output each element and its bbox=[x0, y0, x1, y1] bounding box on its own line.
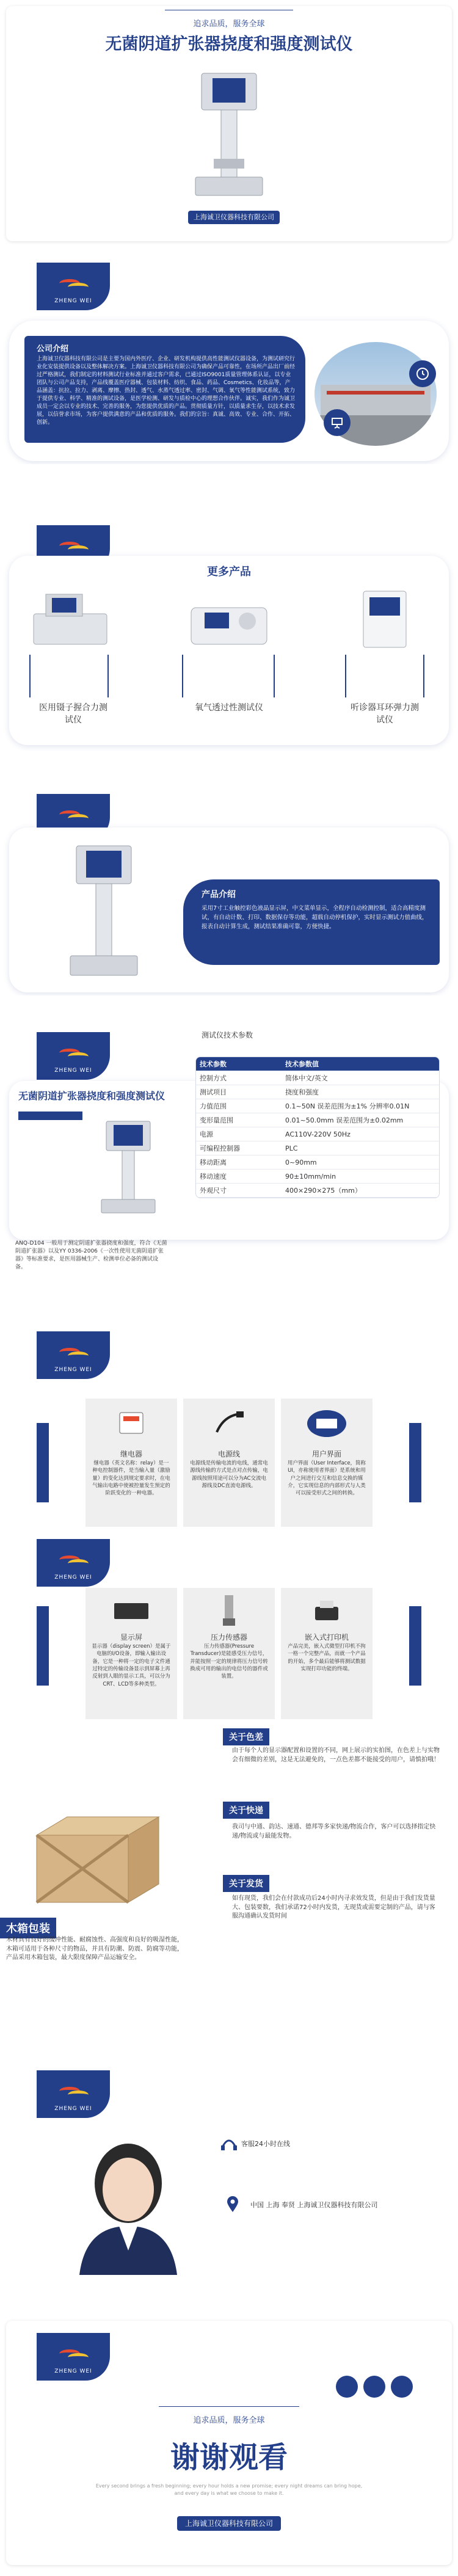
product-intro-heading: 产品介绍 bbox=[202, 890, 236, 900]
specs-table bbox=[196, 1057, 439, 1198]
relay-desc: 继电器（英文名称：relay）是一种电控制器件，是当输入量（激励量）的变化达到规定要求时，在电气输出电路中使被控量发生预定的阶跃变化的一种电器。 bbox=[92, 1460, 170, 1497]
intro-panel bbox=[24, 336, 305, 443]
hero-card bbox=[6, 6, 452, 241]
pressure-sensor-image bbox=[214, 1593, 244, 1629]
box-heading: 木箱包装 bbox=[0, 1918, 56, 1938]
contact-address: 中国 上海 奉贤 上海诚卫仪器科技有限公司 bbox=[250, 2201, 378, 2209]
printer-desc: 产品完美，嵌入式微型打印机不拘一格一个完整产品，而就一个产品的开始，多个最后能够将测试数据实现打印功能的终端。 bbox=[288, 1643, 366, 1672]
component-card-printer bbox=[281, 1588, 373, 1719]
table-row: 电源 AC110V-220V 50Hz bbox=[196, 1127, 439, 1141]
relay-image bbox=[113, 1405, 150, 1441]
hero-title: 无菌阴道扩张器挠度和强度测试仪 bbox=[105, 35, 353, 54]
display-name: 显示屏 bbox=[120, 1633, 142, 1642]
specs-section bbox=[0, 1008, 458, 1307]
caption-frame bbox=[182, 655, 275, 697]
table-row: 变形量范围 0.01~50.0mm 误差范围为±0.02mm bbox=[196, 1113, 439, 1127]
specs-heading: 测试仪技术参数 bbox=[202, 1031, 253, 1039]
hero-section bbox=[0, 0, 458, 244]
table-row: 测试项目 挠度和强度 bbox=[196, 1085, 439, 1099]
clock-icon bbox=[409, 360, 436, 387]
headset-icon bbox=[220, 2138, 238, 2151]
product-caption-3[interactable]: 听诊器耳环弹力测试仪 bbox=[351, 703, 419, 725]
printer-image bbox=[308, 1594, 345, 1628]
box-body: 木材具有良好的缓冲性能、耐腐蚀性、高强度和良好的吸湿性能，木箱可适用于各种尺寸的物品，并具有防潮、防震、防腐等功能，产品采用木箱包装，最大限度保障产品运输安全。 bbox=[6, 1937, 183, 1961]
table-row: 移动距离 0~90mm bbox=[196, 1155, 439, 1170]
intro-body: 上海诚卫仪器科技有限公司是主要为国内外医疗、企业、研发机构提供高性能测试仪器设备，为测试研究行业化安装提供设备以及整体解决方案。上海诚卫仪器科技有限公司为确保产品可靠性，在场所产品出厂前经过严格测试，我们制定的材料测试行业标准并通过客户需求，已通过ISO9001质量管理体系认证，以专业团队与公司产品支持，产品线覆盖医疗器械、包装材料、纺织、食品、药品、Cosmetics、化妆品等，产品涵盖：抗拉、拉力、剥离、摩擦、热封、透气、水蒸气透过率、密封、气调、氧气等性能测试系统，致力于提供专业、科学、精准的测试设备，是医学检测、研发与质检中心的理想合作伙伴。诚实，我们作为诚卫成员一定会以专业的技术、完善的服务，为您提供优质的产品。贯彻质量方针，以质量求生存，以技术求发展，以信誉求市场，为客户提供满意的产品和优质的服务。我们的宗旨：真诚、高效、专业、合作、开拓、创新。 bbox=[37, 356, 296, 426]
table-row: 可编程控制器 PLC bbox=[196, 1141, 439, 1155]
relay-name: 继电器 bbox=[120, 1450, 142, 1458]
ending-slogan: 追求品质，服务全球 bbox=[193, 2416, 265, 2425]
intro-section bbox=[0, 263, 458, 464]
side-strip-right bbox=[409, 1606, 421, 1686]
product-intro-body: 采用7寸工业触控彩色液晶显示屏，中文菜单显示，全程序自动检测控制，适合高精度测试，有自动计数、打印、数据保存等功能，超载自动停机保护，实时显示测试力值曲线，报表自动计算生成，测试结果准确可靠，方便快捷。 bbox=[202, 905, 428, 931]
table-row: 外观尺寸 400×290×275（mm） bbox=[196, 1184, 439, 1198]
contact-online: 客服24小时在线 bbox=[241, 2140, 290, 2148]
money-icon bbox=[363, 2376, 385, 2398]
presentation-icon bbox=[324, 409, 351, 436]
logo-mark-icon bbox=[54, 2086, 92, 2103]
pressure-sensor-desc: 压力传感器(Pressure Transducer)是能感受压力信号，并能按照一定的规律将压力信号转换成可用的输出的电信号的器件或装置。 bbox=[190, 1643, 268, 1680]
logo-mark-icon bbox=[54, 809, 92, 826]
brand-logo: ZHENG WEI bbox=[37, 1331, 110, 1379]
brand-logo: ZHENG WEI bbox=[37, 2070, 110, 2118]
table-row: 力值范围 0.1~50N 误差范围为±1% 分辨率0.01N bbox=[196, 1099, 439, 1113]
more-products-section bbox=[0, 525, 458, 751]
image-icon bbox=[391, 2376, 413, 2398]
ending-section bbox=[0, 2315, 458, 2571]
components1-section bbox=[0, 1331, 458, 1527]
specs-product-image bbox=[92, 1115, 165, 1218]
specs-description: ANQ-D104 一般用于测定阴道扩张器挠度和强度，符合《无菌阴道扩张器》以及YY 0336-2006《一次性使用无菌阴道扩张器》等标准要求，是医用器械生产、检测单位必备的测试设备。 bbox=[15, 1240, 167, 1271]
ship-heading: 关于发货 bbox=[223, 1875, 269, 1892]
hero-product-image bbox=[183, 64, 275, 205]
ending-thanks: 谢谢观看 bbox=[170, 2440, 288, 2475]
brand-logo: ZHENG WEI bbox=[37, 263, 110, 310]
side-strip-left bbox=[37, 1606, 49, 1686]
star-icon bbox=[336, 2376, 358, 2398]
logo-mark-icon bbox=[54, 1047, 92, 1064]
product-image-oxygen-tester bbox=[183, 592, 275, 653]
service-section bbox=[0, 1728, 458, 2003]
hero-slogan: 追求品质，服务全球 bbox=[193, 20, 265, 29]
logo-mark-icon bbox=[54, 540, 92, 558]
brand-logo: ZHENG WEI bbox=[37, 1032, 110, 1080]
component-card-relay bbox=[85, 1399, 177, 1527]
product-caption-2[interactable]: 氧气透过性测试仪 bbox=[195, 703, 263, 713]
ending-small-text: Every second brings a fresh beginning; every hour holds a new promise; every night dreams can bring hope, and every day is what we choose to make it. bbox=[95, 2483, 363, 2496]
wooden-crate-image bbox=[18, 1802, 177, 1912]
ui-image bbox=[302, 1405, 351, 1441]
customer-service-photo bbox=[55, 2125, 202, 2278]
table-row: 控制方式 简体中文/英文 bbox=[196, 1071, 439, 1085]
pressure-sensor-name: 压力传感器 bbox=[210, 1633, 247, 1642]
product-image-stethoscope-tester bbox=[348, 583, 421, 653]
logo-mark-icon bbox=[54, 1554, 92, 1571]
specs-table-header: 技术参数 技术参数值 bbox=[196, 1057, 439, 1071]
product-caption-1[interactable]: 医用镊子握合力测试仪 bbox=[39, 703, 107, 725]
caption-frame bbox=[29, 655, 109, 697]
component-card-pressure-sensor bbox=[183, 1588, 275, 1719]
specs-table-wrap bbox=[195, 1057, 440, 1198]
caption-frame bbox=[345, 655, 424, 697]
ui-name: 用户界面 bbox=[311, 1450, 341, 1458]
more-products-heading: 更多产品 bbox=[207, 566, 251, 578]
ui-desc: 用户界面（User Interface，简称 UI，亦称使用者界面）是系统和用户之间进行交互和信息交换的媒介，它实现信息的内部形式与人类可以接受形式之间的转换。 bbox=[287, 1460, 366, 1497]
product-intro-section bbox=[0, 794, 458, 995]
express-body: 我司与中通、韵达、速通、德邦等多家快递/物流合作，客户可以选择指定快递/物流或与最能发物。 bbox=[232, 1824, 436, 1839]
brand-logo: ZHENG WEI bbox=[37, 2333, 110, 2381]
product-intro-panel bbox=[183, 879, 440, 965]
logo-mark-icon bbox=[54, 2348, 92, 2365]
power-cord-image bbox=[211, 1405, 247, 1441]
contact-section bbox=[0, 2070, 458, 2284]
power-cord-desc: 电源线是传输电流的电线，通常电源线传输的方式是点对点传输，电源线按照用途可以分为AC交流电源线及DC直流电源线。 bbox=[190, 1460, 268, 1489]
logo-mark-icon bbox=[54, 278, 92, 295]
side-strip-left bbox=[37, 1423, 49, 1502]
intro-heading: 公司介绍 bbox=[37, 344, 69, 354]
component-card-power-cord bbox=[183, 1399, 275, 1527]
table-row: 移动速度 90±10mm/min bbox=[196, 1170, 439, 1184]
component-card-display bbox=[85, 1588, 177, 1719]
color-body: 由于每个人的显示器配置和设置的不同，网上展示的实拍图，在色差上与实物会有细微的差别，这是无法避免的，一点色差都不能接受的用户，请慎拍哦！ bbox=[232, 1747, 440, 1763]
hero-company-button[interactable]: 上海诚卫仪器科技有限公司 bbox=[188, 211, 280, 224]
logo-mark-icon bbox=[54, 1347, 92, 1364]
ship-body: 如有现货，我们会在付款成功后24小时内寻求效发货，但是由于我们发货量大、包装要数，我们承诺72小时内发货，无现货或需要定制的产品，请与客服沟通确认发货时间 bbox=[232, 1895, 435, 1919]
brand-logo: ZHENG WEI bbox=[37, 1539, 110, 1587]
color-heading: 关于色差 bbox=[223, 1728, 269, 1745]
printer-name: 嵌入式打印机 bbox=[304, 1633, 349, 1642]
side-strip-right bbox=[409, 1423, 421, 1502]
location-pin-icon bbox=[226, 2196, 239, 2213]
power-cord-name: 电源线 bbox=[217, 1450, 240, 1458]
display-desc: 显示器（display screen）是属于电脑的I/O设备，即输入输出设备，它是一种将一定的电子文件通过特定的传输设备显示到屏幕上再反射到人眼的显示工具，可以分为CRT、LCD等多种类型。 bbox=[92, 1643, 171, 1687]
components2-section bbox=[0, 1539, 458, 1722]
display-image bbox=[110, 1595, 153, 1626]
ending-company-button[interactable]: 上海诚卫仪器科技有限公司 bbox=[177, 2516, 281, 2531]
product-intro-image bbox=[55, 837, 153, 983]
specs-product-title: 无菌阴道扩张器挠度和强度测试仪 bbox=[18, 1090, 165, 1102]
express-heading: 关于快递 bbox=[223, 1802, 269, 1819]
product-image-tweezers-tester bbox=[24, 586, 116, 653]
component-card-ui bbox=[281, 1399, 373, 1527]
specs-accent-bar bbox=[18, 1112, 82, 1120]
